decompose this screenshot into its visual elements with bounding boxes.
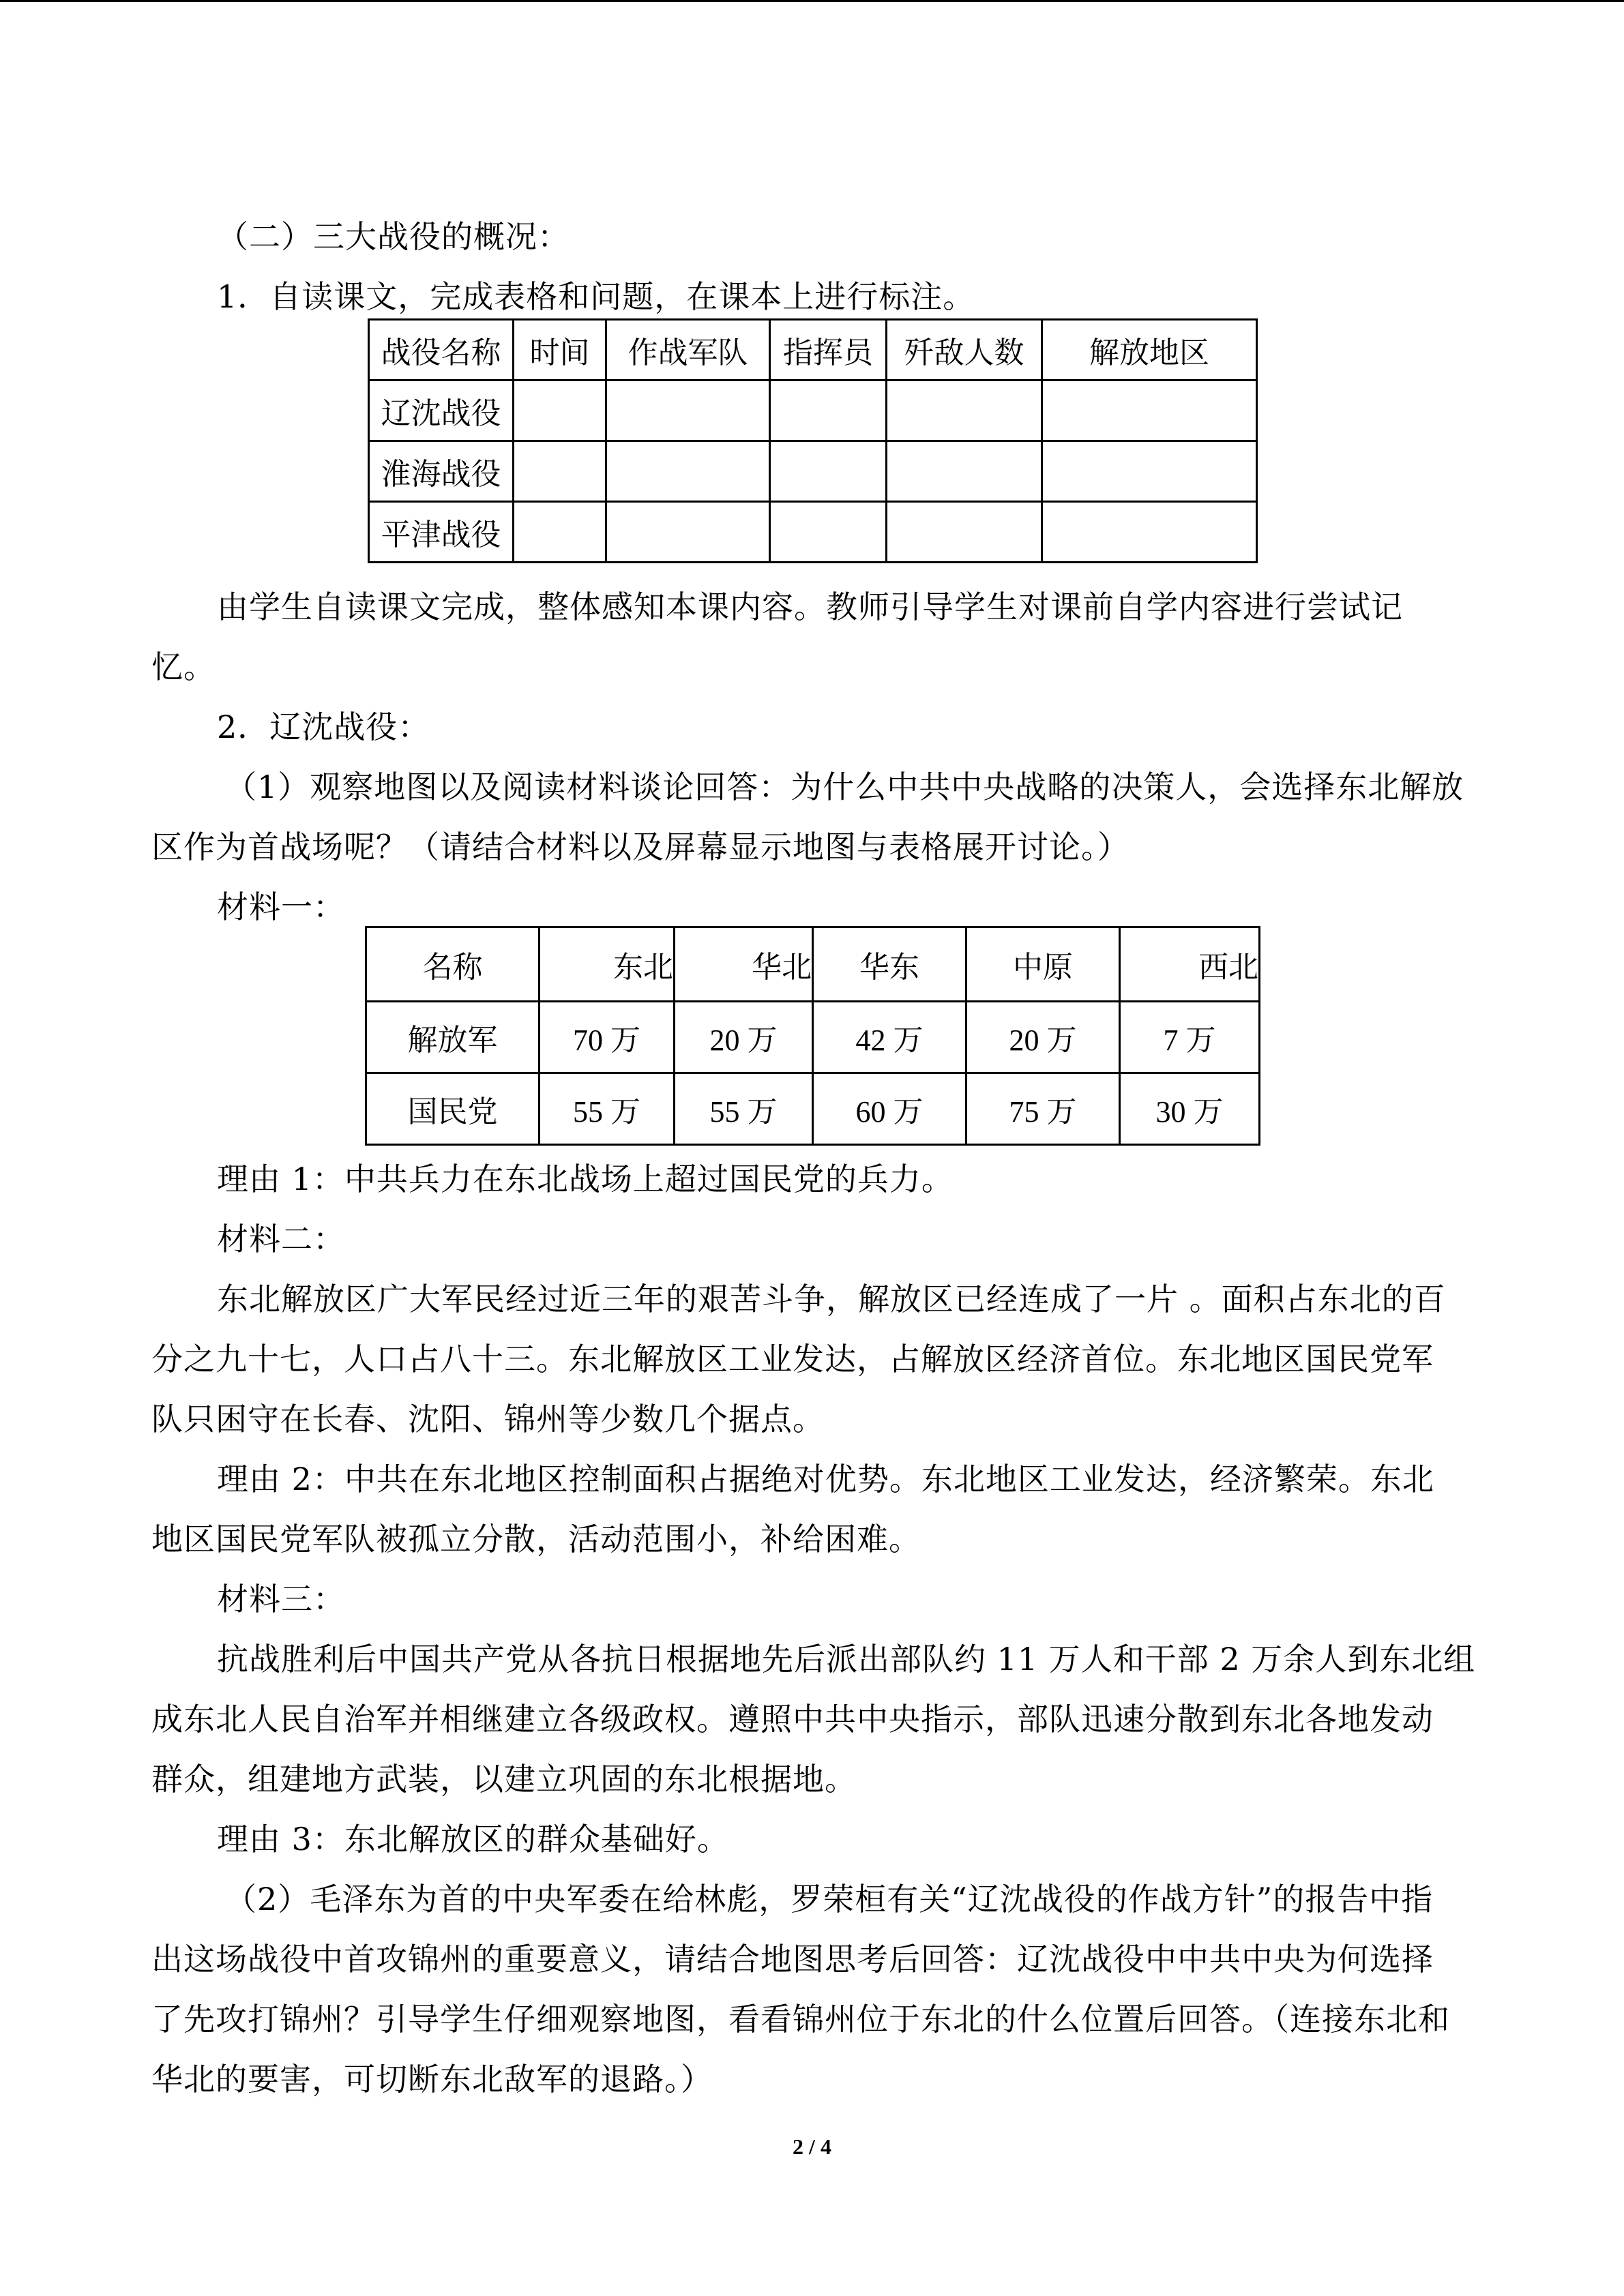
- table-cell: [1042, 381, 1257, 441]
- material-3-line: 群众，组建地方武装，以建立巩固的东北根据地。: [151, 1761, 857, 1798]
- table-cell: 20 万: [966, 1002, 1120, 1073]
- table-cell: 国民党: [366, 1073, 540, 1145]
- material-3-line: 成东北人民自治军并相继建立各级政权。遵照中共中央指示，部队迅速分散到东北各地发动: [151, 1701, 1434, 1738]
- table-header-row: [369, 320, 1257, 381]
- table-cell: [887, 441, 1042, 502]
- paragraph-line: 忆。: [151, 648, 216, 685]
- header-cell: 名称: [366, 927, 540, 1002]
- battle-summary-table: [368, 318, 1258, 563]
- table-cell: 70 万: [540, 1002, 675, 1073]
- table-cell: 平津战役: [369, 502, 514, 563]
- header-cell: 解放地区: [1042, 320, 1257, 381]
- table-cell: [770, 441, 887, 502]
- page-number: 2 / 4: [793, 2134, 831, 2159]
- table-cell: [770, 381, 887, 441]
- table-cell: 7 万: [1120, 1002, 1260, 1073]
- troop-strength-table: [365, 926, 1260, 1146]
- header-cell: 东北: [540, 927, 675, 1002]
- question-2-line: （2）毛泽东为首的中央军委在给林彪，罗荣桓有关“辽沈战役的作战方针”的报告中指: [225, 1881, 1434, 1918]
- table-row: [366, 1002, 1260, 1073]
- table-row: [369, 502, 1257, 563]
- table-cell: [1042, 502, 1257, 563]
- header-cell: 华东: [813, 927, 966, 1002]
- table-cell: 75 万: [966, 1073, 1120, 1145]
- paragraph-line: 由学生自读课文完成，整体感知本课内容。教师引导学生对课前自学内容进行尝试记: [217, 588, 1403, 625]
- table-cell: 辽沈战役: [369, 381, 514, 441]
- table-cell: [887, 502, 1042, 563]
- table-cell: [1042, 441, 1257, 502]
- table-cell: 55 万: [675, 1073, 813, 1145]
- reason-1: 理由 1：中共兵力在东北战场上超过国民党的兵力。: [217, 1161, 954, 1197]
- table-cell: 20 万: [675, 1002, 813, 1073]
- item-2: 2．辽沈战役：: [217, 709, 430, 745]
- header-cell: 华北: [675, 927, 813, 1002]
- material-3-label: 材料三：: [217, 1581, 345, 1617]
- table-cell: [770, 502, 887, 563]
- table-cell: [606, 381, 770, 441]
- question-2-line: 了先攻打锦州？引导学生仔细观察地图，看看锦州位于东北的什么位置后回答。（连接东北和: [151, 2001, 1450, 2038]
- top-border-line: [0, 0, 1624, 2]
- item-1: 1．自读课文，完成表格和问题，在课本上进行标注。: [217, 278, 975, 315]
- question-1-line: （1）观察地图以及阅读材料谈论回答：为什么中共中央战略的决策人，会选择东北解放: [225, 769, 1464, 805]
- header-cell: 时间: [514, 320, 606, 381]
- table-cell: [514, 381, 606, 441]
- table-cell: [514, 441, 606, 502]
- table-cell: [887, 381, 1042, 441]
- material-1-label: 材料一：: [217, 889, 345, 925]
- table-header-row: [366, 927, 1260, 1002]
- header-cell: 西北: [1120, 927, 1260, 1002]
- question-2-line: 出这场战役中首攻锦州的重要意义，请结合地图思考后回答：辽沈战役中中共中央为何选择: [151, 1941, 1434, 1978]
- material-2-label: 材料二：: [217, 1221, 345, 1257]
- table-cell: [606, 441, 770, 502]
- section-heading: （二）三大战役的概况：: [217, 218, 570, 255]
- reason-3: 理由 3：东北解放区的群众基础好。: [217, 1821, 729, 1858]
- table-cell: [514, 502, 606, 563]
- material-2-line: 队只困守在长春、沈阳、锦州等少数几个据点。: [151, 1401, 825, 1437]
- table-cell: 60 万: [813, 1073, 966, 1145]
- table-cell: 淮海战役: [369, 441, 514, 502]
- table-cell: 55 万: [540, 1073, 675, 1145]
- header-cell: 战役名称: [369, 320, 514, 381]
- table-cell: 30 万: [1120, 1073, 1260, 1145]
- table-cell: [606, 502, 770, 563]
- header-cell: 中原: [966, 927, 1120, 1002]
- question-1-line: 区作为首战场呢？（请结合材料以及屏幕显示地图与表格展开讨论。）: [151, 829, 1130, 865]
- header-cell: 指挥员: [770, 320, 887, 381]
- reason-2-line: 理由 2：中共在东北地区控制面积占据绝对优势。东北地区工业发达，经济繁荣。东北: [217, 1461, 1434, 1497]
- header-cell: 作战军队: [606, 320, 770, 381]
- question-2-line: 华北的要害，可切断东北敌军的退路。）: [151, 2061, 713, 2098]
- material-2-line: 东北解放区广大军民经过近三年的艰苦斗争，解放区已经连成了一片 。面积占东北的百: [217, 1281, 1446, 1317]
- table-row: [369, 381, 1257, 441]
- table-cell: 解放军: [366, 1002, 540, 1073]
- table-row: [366, 1073, 1260, 1145]
- material-3-line: 抗战胜利后中国共产党从各抗日根据地先后派出部队约 11 万人和干部 2 万余人到东北组: [217, 1641, 1476, 1678]
- reason-2-line: 地区国民党军队被孤立分散，活动范围小，补给困难。: [151, 1521, 921, 1557]
- table-row: [369, 441, 1257, 502]
- header-cell: 歼敌人数: [887, 320, 1042, 381]
- material-2-line: 分之九十七，人口占八十三。东北解放区工业发达，占解放区经济首位。东北地区国民党军: [151, 1341, 1434, 1377]
- table-cell: 42 万: [813, 1002, 966, 1073]
